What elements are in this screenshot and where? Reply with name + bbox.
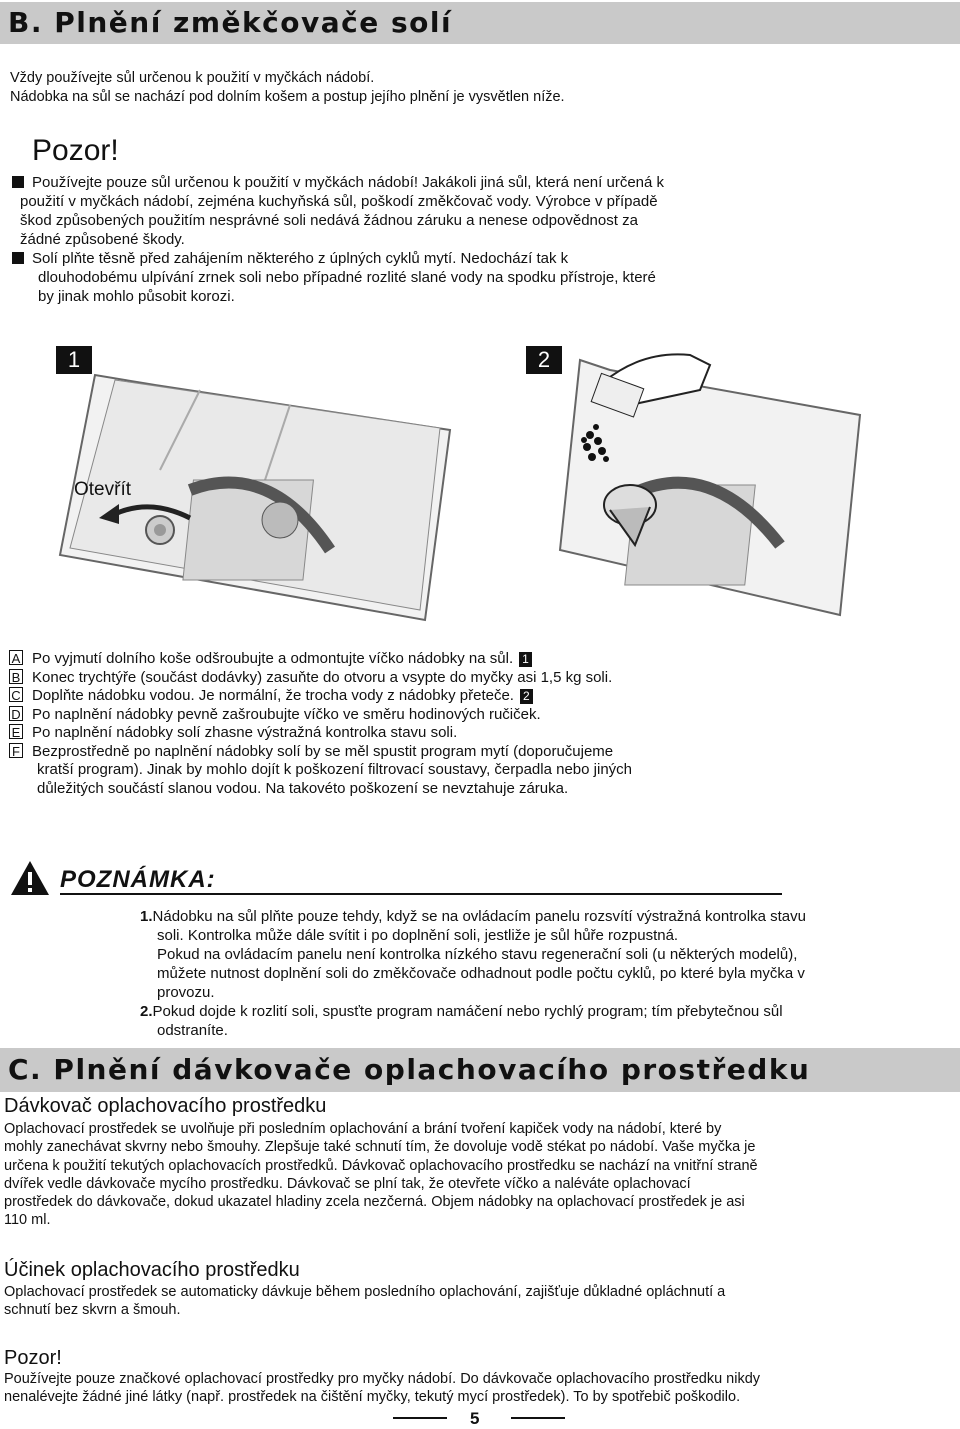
- page-number: 5: [470, 1409, 480, 1428]
- rinse-effect-text: [4, 1283, 959, 1320]
- note-text: Pokud na ovládacím panelu není kontrolka nízkého stavu regenerační soli (u některých modelů),: [157, 946, 798, 963]
- paragraph-line: prostředek do dávkovače, dokud ukazatel hladiny zcela nezčerná. Objem nádobky na oplachovací prostředek je asi: [4, 1194, 745, 1211]
- rinse-dispenser-subtitle: Dávkovač oplachovacího prostředku: [4, 1095, 327, 1117]
- step-text: Doplňte nádobku vodou. Je normální, že trocha vody z nádobky přeteče.: [32, 687, 514, 704]
- step-text: kratší program). Jinak by mohlo dojít k poškození filtrovací soustavy, čerpadla nebo jiných: [37, 761, 632, 778]
- step-letter: B: [9, 669, 23, 684]
- step-text: Po naplnění nádobky solí zhasne výstražná kontrolka stavu soli.: [32, 724, 458, 741]
- bullet-text: dlouhodobému ulpívání zrnek soli nebo případné rozlité slané vody na spodku přístroje, které: [38, 269, 656, 286]
- step-letter: E: [9, 724, 23, 739]
- bullet-text: Používejte pouze sůl určenou k použití v myčkách nádobí! Jakákoli jiná sůl, která není určená k: [32, 174, 665, 191]
- paragraph-line: Oplachovací prostředek se uvolňuje při posledním oplachování a brání tvoření kapiček vody na nádobí, které by: [4, 1121, 722, 1137]
- paragraph-line: nenalévejte žádné jiné látky (např. prostředek na čištění myčky, tekutý mycí prostředek). To by spotřebič poškodilo.: [4, 1389, 741, 1406]
- salt-filling-illustration: [540, 345, 880, 635]
- note-text: Nádobku na sůl plňte pouze tehdy, když se na ovládacím panelu rozsvítí výstražná kontrolka stavu: [152, 908, 806, 925]
- figure-1-badge: 1: [56, 346, 92, 374]
- step-text: Bezprostředně po naplnění nádobky solí by se měl spustit program mytí (doporučujeme: [32, 742, 614, 760]
- bullet-2: [12, 249, 952, 306]
- bullet-square-icon: [12, 252, 24, 264]
- paragraph-line: schnutí bez skvrn a šmouh.: [4, 1302, 181, 1319]
- bullet-1: [12, 173, 952, 249]
- bullet-text: žádné způsobené škody.: [20, 231, 185, 248]
- steps-list: [9, 650, 949, 798]
- figure-2-badge: 2: [526, 346, 562, 374]
- note-number: 1.: [140, 908, 153, 925]
- intro-line: Nádobka na sůl se nachází pod dolním košem a postup jejího plnění je vysvětlen níže.: [10, 89, 565, 105]
- paragraph-line: Používejte pouze značkové oplachovací prostředky pro myčky nádobí. Do dávkovače oplachovacího prostředku nikdy: [4, 1371, 761, 1387]
- open-label: Otevřít: [74, 479, 132, 500]
- step-text: Konec trychtýře (součást dodávky) zasuňte do otvoru a vsypte do myčky asi 1,5 kg soli.: [32, 668, 613, 686]
- page-rule-left: [393, 1417, 447, 1419]
- paragraph-line: určena k použití tekutých oplachovacích prostředků. Dávkovač oplachovacího prostředku se nachází na vnitřní straně: [4, 1157, 758, 1174]
- figure-ref-badge: 1: [519, 652, 532, 667]
- paragraph-line: mohly zanechávat skvrny nebo šmouhy. Zlepšuje také schnutí tím, že dovoluje vodě stékat po nádobí. Vaše myčka je: [4, 1139, 756, 1156]
- notes-list: [140, 907, 955, 1040]
- step-text: Po vyjmutí dolního koše odšroubujte a odmontujte víčko nádobky na sůl.: [32, 650, 514, 667]
- bullet-text: by jinak mohlo působit korozi.: [38, 288, 235, 305]
- rinse-effect-subtitle: Účinek oplachovacího prostředku: [4, 1259, 300, 1281]
- bullet-text: škod způsobených použitím nesprávné soli nedává žádnou záruku a nenese odpovědnost za: [20, 212, 638, 229]
- step-text: důležitých součástí slanou vodou. Na takovéto poškození se nevztahuje záruka.: [37, 779, 569, 797]
- step-letter: D: [9, 706, 23, 721]
- page-rule-right: [511, 1417, 565, 1419]
- step-text: Po naplnění nádobky pevně zašroubujte víčko ve směru hodinových ručiček.: [32, 705, 541, 723]
- section-b-title: B. Plnění změkčovače solí: [0, 2, 960, 44]
- intro-text: [10, 69, 565, 107]
- bullet-text: použití v myčkách nádobí, zejména kuchyňská sůl, poškodí změkčovač vody. Výrobce v případě: [20, 193, 658, 210]
- note-text: provozu.: [157, 984, 215, 1001]
- step-letter: A: [9, 650, 23, 665]
- step-letter: C: [9, 687, 23, 702]
- note-text: soli. Kontrolka může dále svítit i po doplnění soli, jestliže je sůl hůře rozpustná.: [157, 927, 679, 944]
- section-c-title: C. Plnění dávkovače oplachovacího prostředku: [0, 1048, 960, 1092]
- warning-bullets: [12, 173, 952, 306]
- warning-title: Pozor!: [32, 134, 119, 167]
- figure-ref-badge: 2: [520, 689, 533, 704]
- counterclockwise-arrow-icon: [95, 498, 195, 528]
- note-text: Pokud dojde k rozlití soli, spusťte program namáčení nebo rychlý program; tím přebytečnou sůl: [152, 1003, 783, 1020]
- note-text: můžete nutnost doplnění soli do změkčovače odhadnout podle počtu cyklů, po které byla myčka v: [157, 965, 805, 982]
- step-letter: F: [9, 743, 23, 758]
- caution-text: [4, 1370, 959, 1407]
- rinse-dispenser-text: [4, 1120, 959, 1230]
- paragraph-line: 110 ml.: [4, 1212, 51, 1229]
- note-underline: [60, 893, 782, 895]
- caution-subtitle: Pozor!: [4, 1347, 62, 1369]
- bullet-square-icon: [12, 176, 24, 188]
- note-number: 2.: [140, 1003, 153, 1020]
- paragraph-line: dvířek vedle dávkovače mycího prostředku. Dávkovač se plní tak, že otevřete víčko a naléváte oplachovací: [4, 1175, 691, 1192]
- paragraph-line: Oplachovací prostředek se automaticky dávkuje během posledního oplachování, zajišťuje důkladné opláchnutí a: [4, 1284, 726, 1300]
- intro-line: Vždy používejte sůl určenou k použití v myčkách nádobí.: [10, 70, 375, 86]
- bullet-text: Solí plňte těsně před zahájením některého z úplných cyklů mytí. Nedochází tak k: [32, 250, 569, 267]
- note-title: POZNÁMKA:: [60, 866, 216, 893]
- note-text: odstraníte.: [157, 1022, 228, 1039]
- warning-triangle-icon: [10, 860, 50, 896]
